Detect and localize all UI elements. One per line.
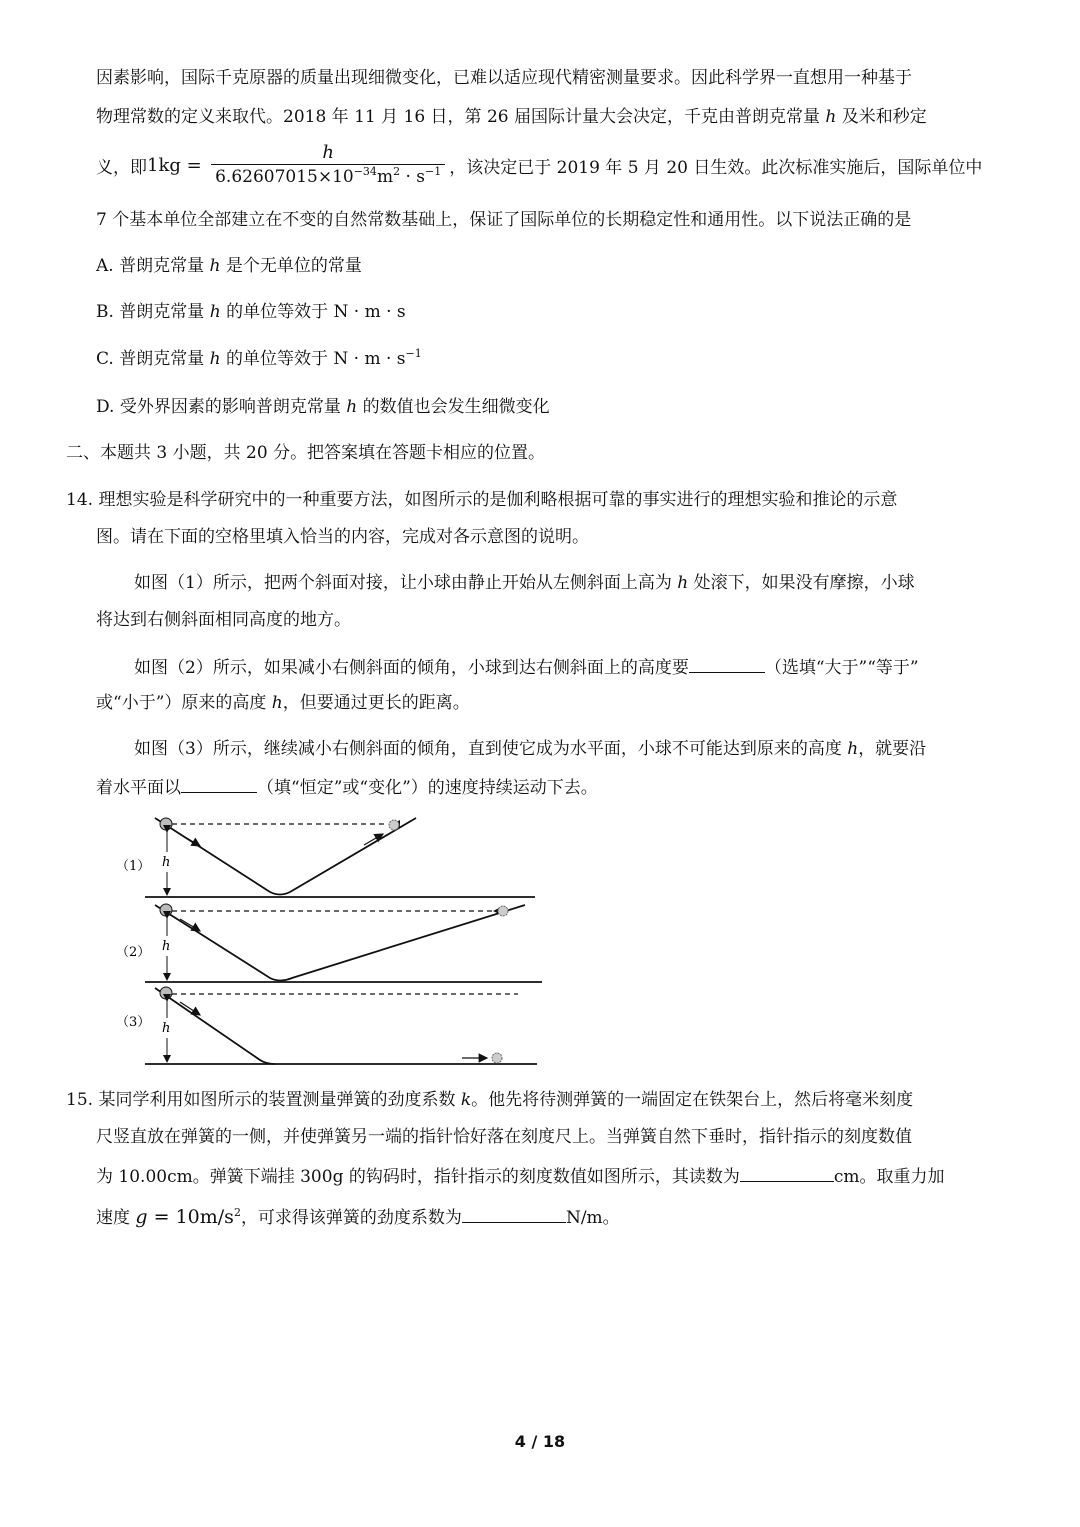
intro-line-4-text: 7 个基本单位全部建立在不变的自然常数基础上，保证了国际单位的长期稳定性和通用性。以下说法正确的是 [96,210,912,230]
q14-p1-text-b: 处滚下，如果没有摩擦，小球 [693,573,915,593]
kg-definition-line [96,142,982,189]
intro-line-2-end: 及米和秒定 [841,107,927,127]
kg-fraction [211,142,445,189]
q15-line-1-text-b: 。他先将待测弹簧的一端固定在铁架台上，然后将毫米刻度 [471,1090,914,1110]
q14-p1-text-a: 如图（1）所示，把两个斜面对接，让小球由静止开始从左侧斜面上高为 [134,573,672,593]
option-c-sup: −1 [405,347,422,360]
intro-line-2 [96,105,927,129]
option-d [96,395,550,419]
q15-line-4-text-c: N/m。 [565,1208,620,1228]
q14-p2-text-c: 或“小于”）原来的高度 [96,693,267,713]
q14-p3-var: h [847,739,859,759]
planck-var: h [825,107,837,127]
q15-g-sup: 2 [233,1206,241,1219]
panel-1-inclines [155,818,416,895]
q14-p2-line-2 [96,691,470,715]
q14-p2-var: h [271,693,283,713]
panel-2-end-ball [498,906,508,916]
fraction-numerator: h [322,142,334,163]
option-b-var: h [209,302,221,322]
q14-p1-line-2 [96,608,351,632]
q15-line-3-text-b: cm。取重力加 [833,1167,945,1187]
q15-k-var: k [460,1090,472,1110]
panel-2-roll-arrow [180,919,200,931]
q14-line-1-text: 14. 理想实验是科学研究中的一种重要方法，如图所示的是伽利略根据可靠的事实进行的理想实验和推论的示意 [66,490,898,510]
q14-blank-2[interactable] [181,774,257,793]
panel-3-label: （3） [116,1015,151,1030]
den-exp-2: 2 [393,165,401,178]
q14-p1-line-1 [134,571,915,595]
option-b [96,300,406,324]
q14-p3-text-d: （填“恒定”或“变化”）的速度持续运动下去。 [257,778,598,798]
page-number: 4 / 18 [514,1432,566,1451]
panel-1-label: （1） [116,859,151,874]
option-c-var: h [209,349,221,369]
den-unit-s: · s [400,167,425,187]
panel-2-label: （2） [116,945,151,960]
q14-p1-line-2-text: 将达到右侧斜面相同高度的地方。 [96,610,351,630]
section-heading-text: 二、本题共 3 小题，共 20 分。把答案填在答题卡相应的位置。 [66,443,546,463]
q14-p3-text-a: 如图（3）所示，继续减小右侧斜面的倾角，直到使它成为水平面，小球不可能达到原来的高度 [134,739,842,759]
option-a-label: A. 普朗克常量 [96,256,205,276]
q14-line-1 [66,488,897,512]
q15-blank-reading[interactable] [740,1163,834,1182]
eq-suffix: ，该决定已于 2019 年 5 月 20 日生效。此次标准实施后，国际单位中 [449,158,983,178]
option-b-text: 的单位等效于 N · m · s [226,302,406,322]
panel-2 [116,904,542,982]
q15-line-3-text-a: 为 10.00cm。弹簧下端挂 300g 的钩码时，指针指示的刻度数值如图所示，其读数为 [96,1167,740,1187]
den-unit-m: m [376,167,394,187]
q14-line-2-text: 图。请在下面的空格里填入恰当的内容，完成对各示意图的说明。 [96,527,589,547]
intro-line-4 [96,208,911,232]
panel-2-h-label: h [162,939,171,954]
q14-p3-line-1 [134,737,926,761]
galileo-incline-figure [100,812,550,1070]
q15-g-value: = 10m/s [147,1206,234,1228]
panel-2-start-ball [160,904,172,916]
q15-g-var: g [135,1206,148,1228]
den-exp: −34 [353,165,377,178]
den-main: 6.62607015×10 [215,167,354,187]
option-c-label: C. 普朗克常量 [96,349,205,369]
panel-3-incline [155,988,275,1064]
q15-line-4-text-a: 速度 [96,1208,130,1228]
option-c-text: 的单位等效于 N · m · s [225,349,406,369]
q14-blank-1[interactable] [689,654,765,673]
q14-p2-line-1 [134,654,919,680]
q14-p2-text-b: （选填“大于”“等于” [764,658,919,678]
q14-p3-text-b: ，就要沿 [858,739,927,759]
panel-1-end-ball [389,820,399,830]
panel-3 [116,987,537,1064]
section-heading [66,441,545,465]
q14-p2-text-d: ，但要通过更长的距离。 [282,693,470,713]
panel-3-end-ball [492,1053,502,1063]
q15-blank-k[interactable] [462,1204,566,1223]
option-d-label: D. 受外界因素的影响普朗克常量 [96,397,341,417]
eq-lhs: 1kg = [147,155,202,176]
panel-3-start-ball [160,987,172,999]
q14-line-2 [96,525,589,549]
option-d-text: 的数值也会发生细微变化 [362,397,550,417]
panel-1-h-label: h [162,855,171,870]
q15-line-2 [96,1125,912,1149]
intro-line-1-text: 因素影响，国际千克原器的质量出现细微变化，已难以适应现代精密测量要求。因此科学界一直想用一种基于 [96,68,912,88]
q15-line-4 [96,1204,620,1230]
q14-p3-line-2 [96,774,598,800]
panel-1 [116,818,535,897]
intro-line-1 [96,66,912,90]
panel-2-inclines [155,905,525,981]
option-a-var: h [209,256,221,276]
q15-line-1 [66,1088,913,1112]
panel-1-roll-arrow-down [180,834,200,846]
q14-p2-text-a: 如图（2）所示，如果减小右侧斜面的倾角，小球到达右侧斜面上的高度要 [134,658,689,678]
q15-line-2-text: 尺竖直放在弹簧的一侧，并使弹簧另一端的指针恰好落在刻度尺上。当弹簧自然下垂时，指针指示的刻度数值 [96,1127,912,1147]
den-exp-3: −1 [425,165,442,178]
eq-prefix: 义，即 [96,158,147,178]
q15-line-1-text-a: 15. 某同学利用如图所示的装置测量弹簧的劲度系数 [66,1090,456,1110]
q14-p3-text-c: 着水平面以 [96,778,181,798]
option-d-var: h [346,397,358,417]
option-a [96,254,362,278]
intro-line-2-text: 物理常数的定义来取代。2018 年 11 月 16 日，第 26 届国际计量大会决定，千克由普朗克常量 [96,107,820,127]
option-a-text: 是个无单位的常量 [225,256,362,276]
q15-line-3 [96,1163,945,1189]
q15-line-4-text-b: ，可求得该弹簧的劲度系数为 [240,1208,462,1228]
fraction-denominator [211,164,445,189]
panel-3-h-label: h [162,1021,171,1036]
q14-p1-var: h [677,573,689,593]
option-b-label: B. 普朗克常量 [96,302,205,322]
option-c [96,347,422,371]
panel-1-start-ball [160,818,172,830]
